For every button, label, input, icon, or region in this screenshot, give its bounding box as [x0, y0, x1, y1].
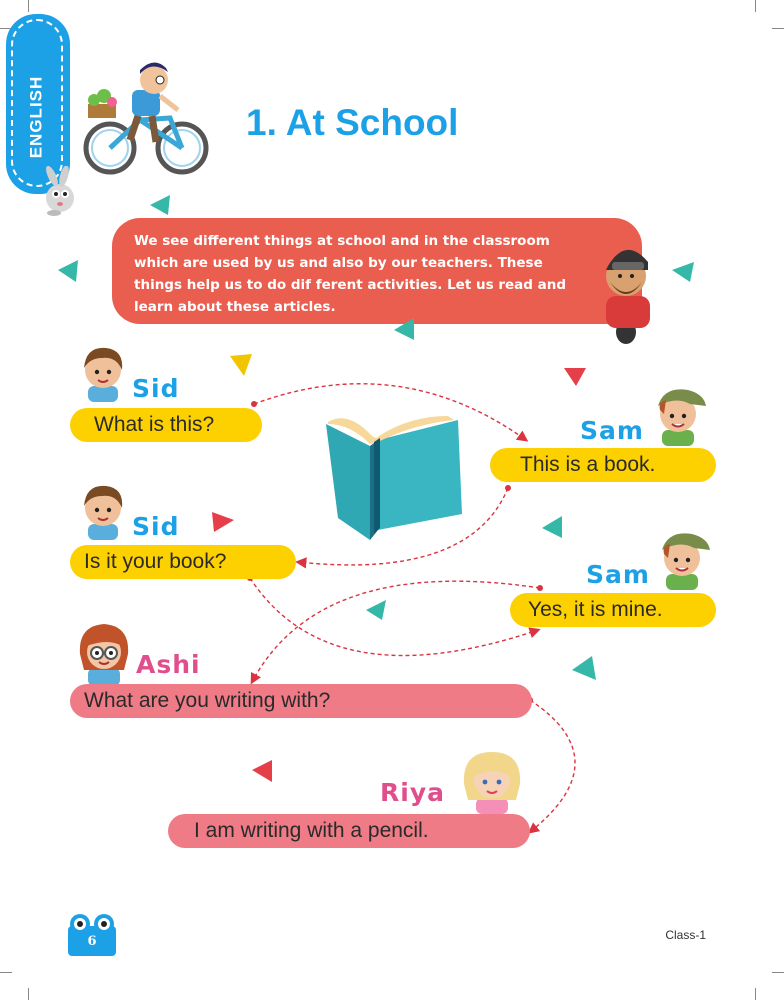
intro-text: We see different things at school and in the classroom which are used by us and also by our teachers. These things help us to do dif ferent activities. Let us read and learn about these articles. [134, 233, 566, 315]
sam-avatar-icon [648, 384, 708, 446]
sam-avatar-icon [652, 528, 712, 590]
sid-avatar-icon [76, 344, 130, 402]
speech-bubble: What is this? [70, 408, 262, 442]
ashi-avatar-icon [74, 620, 134, 686]
speaker-name: Sid [132, 374, 180, 403]
speaker-name: Sid [132, 512, 180, 541]
speaker-name: Sam [586, 560, 650, 589]
page-number-badge [66, 912, 118, 958]
open-book-icon [318, 410, 470, 552]
arrow-line [250, 578, 538, 656]
speech-bubble: I am writing with a pencil. [168, 814, 530, 848]
arrow-line [530, 700, 575, 832]
class-label: Class-1 [665, 928, 706, 942]
sid-avatar-icon [76, 482, 130, 540]
speech-bubble: Is it your book? [70, 545, 296, 579]
riya-avatar-icon [460, 748, 524, 814]
speech-bubble: What are you writing with? [70, 684, 532, 718]
speaker-name: Ashi [136, 650, 201, 679]
speech-bubble: Yes, it is mine. [510, 593, 716, 627]
page-number: 6 [87, 934, 97, 949]
speaker-name: Sam [580, 416, 644, 445]
page-title: 1. At School [246, 102, 459, 143]
arrow-line [252, 581, 540, 682]
speech-bubble: This is a book. [490, 448, 716, 482]
subject-tab-label: ENGLISH [26, 75, 45, 159]
speaker-name: Riya [380, 778, 445, 807]
